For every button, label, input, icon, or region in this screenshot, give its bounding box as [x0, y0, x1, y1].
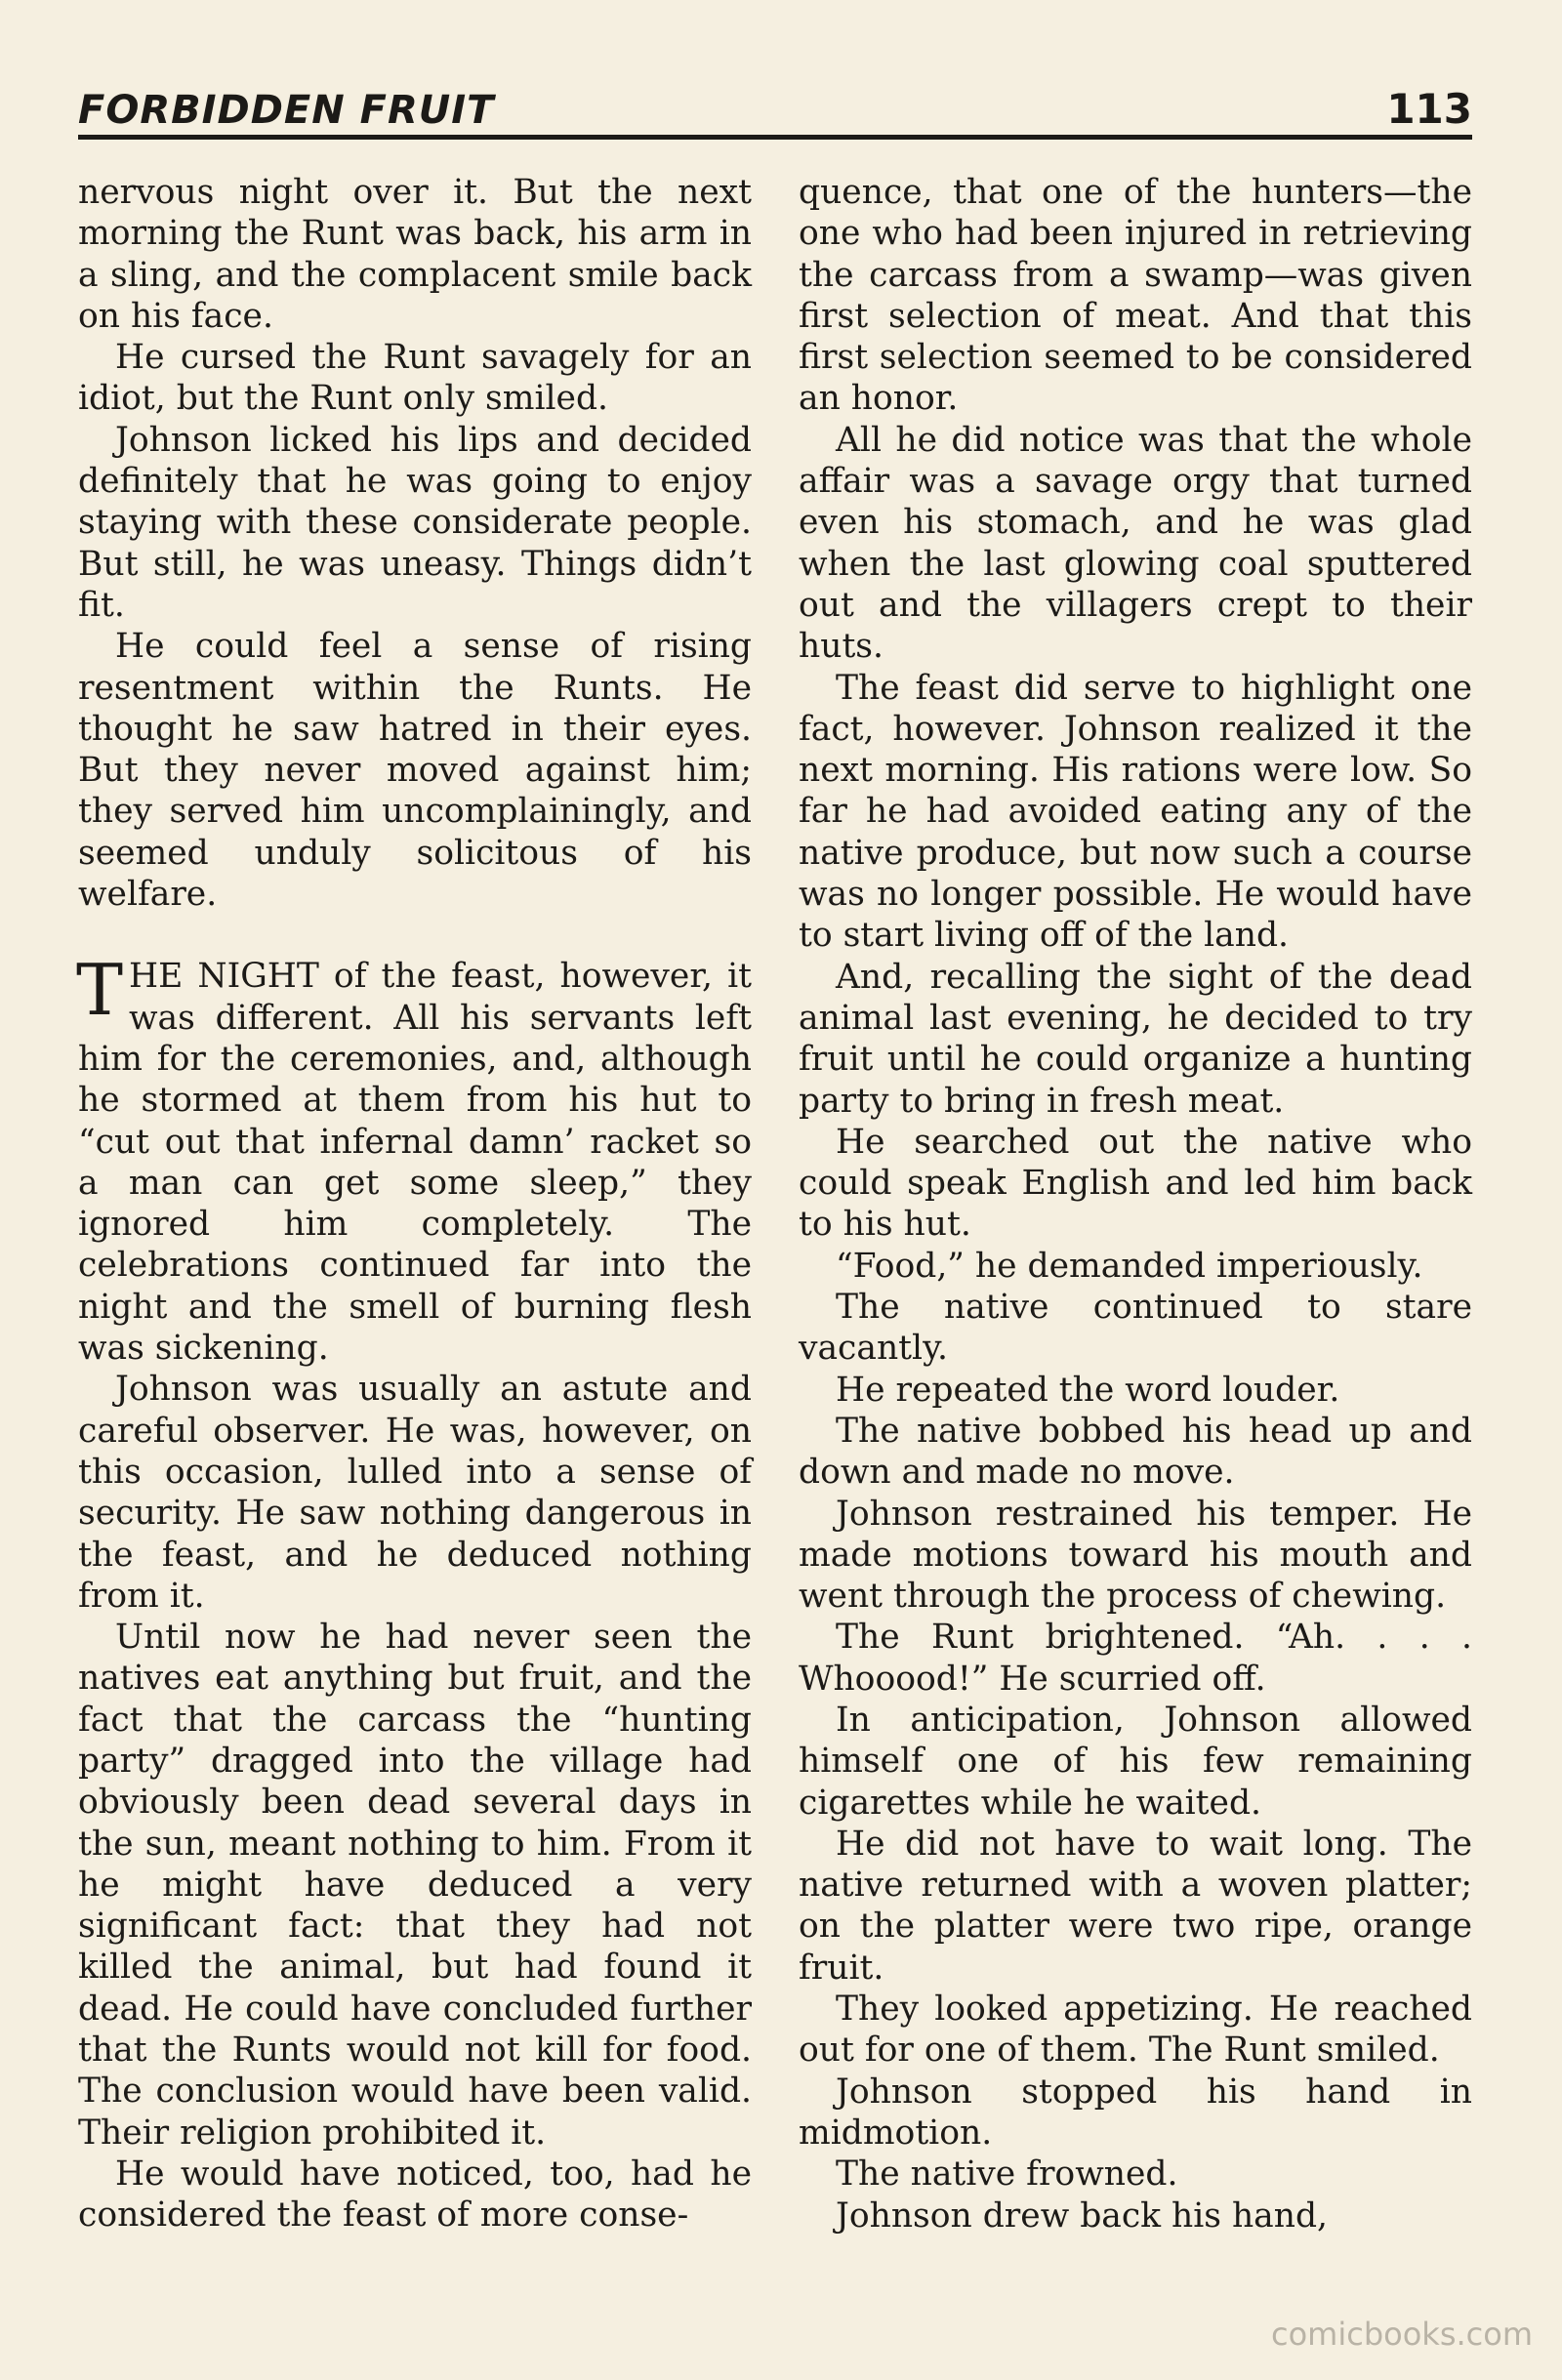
paragraph: And, recalling the sight of the dead animal last evening, he decided to try fruit until he could organize a hunting party to bring in fresh meat.	[799, 957, 1472, 1121]
paragraph: He repeated the word louder.	[836, 1370, 1340, 1410]
running-header	[78, 72, 1472, 133]
page-number: 113	[1386, 85, 1472, 133]
paragraph: Johnson restrained his temper. He made motions toward his mouth and went through the process of chewing.	[799, 1494, 1472, 1617]
paragraph: The feast did serve to highlight one fact, however. Johnson realized it the next morning. His rations were low. So far he had avoided eating any of the native produce, but now such a course was no longer possible. He would have to start living off of the land.	[799, 668, 1472, 956]
paragraph: All he did notice was that the whole affair was a savage orgy that turned even his stomach, and he was glad when the last glowing coal sputtered out and the villagers crept to their huts.	[799, 420, 1472, 667]
paragraph: Johnson drew back his hand,	[836, 2195, 1329, 2236]
story-title: FORBIDDEN FRUIT	[78, 88, 495, 133]
watermark: comicbooks.com	[1270, 2316, 1533, 2353]
left-column	[78, 172, 752, 2236]
header-rule	[78, 135, 1472, 140]
paragraph: Until now he had never seen the natives eat anything but fruit, and the fact that the carcass the “hunting party” dragged into the village had obviously been dead several days in the sun, meant nothing to him. From it he might have deduced a very significant fact: that they had not killed the animal, but had found it dead. He could have concluded further that the Runts would not kill for food. The conclusion would have been valid. Their religion prohibited it.	[78, 1618, 752, 2153]
paragraph: They looked appetizing. He reached out for one of them. The Runt smiled.	[799, 1990, 1472, 2071]
paragraph: The Runt brightened. “Ah. . . . Whooood!” He scurried off.	[799, 1618, 1472, 1699]
drop-cap: T	[76, 949, 124, 1032]
right-column	[799, 172, 1472, 2236]
paragraph: In anticipation, Johnson allowed himself one of his few remaining cigarettes while he waited.	[799, 1700, 1472, 1823]
paragraph: The native bobbed his head up and down and made no move.	[799, 1411, 1472, 1493]
paragraph: nervous night over it. But the next morning the Runt was back, his arm in a sling, and the complacent smile back on his face.	[78, 173, 752, 336]
paragraph: He searched out the native who could speak English and led him back to his hut.	[799, 1122, 1472, 1245]
paragraph: The native continued to stare vacantly.	[799, 1288, 1472, 1369]
paragraph: He cursed the Runt savagely for an idiot, but the Runt only smiled.	[78, 338, 752, 419]
paragraph: Johnson licked his lips and decided definitely that he was going to enjoy staying with these considerate people. But still, he was uneasy. Things didn’t fit.	[78, 420, 752, 625]
paragraph: The native frowned.	[836, 2154, 1178, 2195]
paragraph: He did not have to wait long. The native returned with a woven platter; on the platter were two ripe, orange fruit.	[799, 1824, 1472, 1988]
paragraph: He could feel a sense of rising resentment within the Runts. He thought he saw hatred in their eyes. But they never moved against him; they served him uncomplainingly, and seemed unduly solicitous of his welfare.	[78, 627, 752, 915]
paragraph: He would have noticed, too, had he considered the feast of more conse-	[78, 2154, 752, 2236]
section-opening-paragraph	[76, 949, 752, 1369]
paragraph: Johnson stopped his hand in midmotion.	[799, 2072, 1472, 2153]
paragraph: quence, that one of the hunters—the one who had been injured in retrieving the carcass from a swamp—was given first selection of meat. And that this first selection seemed to be considered an honor.	[799, 173, 1472, 419]
paragraph: Johnson was usually an astute and careful observer. He was, however, on this occasion, lulled into a sense of security. He saw nothing dangerous in the feast, and he deduced nothing from it.	[78, 1370, 752, 1616]
paragraph: “Food,” he demanded imperiously.	[836, 1246, 1423, 1286]
paragraph-text: HE NIGHT of the feast, however, it was different. All his servants left him for the ceremonies, and, although he stormed at them from his hut to “cut out that infernal damn’ racket so a man can get some sleep,” they ignored him completely. The celebrations continued far into the night and the smell of burning flesh was sickening.	[78, 957, 752, 1369]
